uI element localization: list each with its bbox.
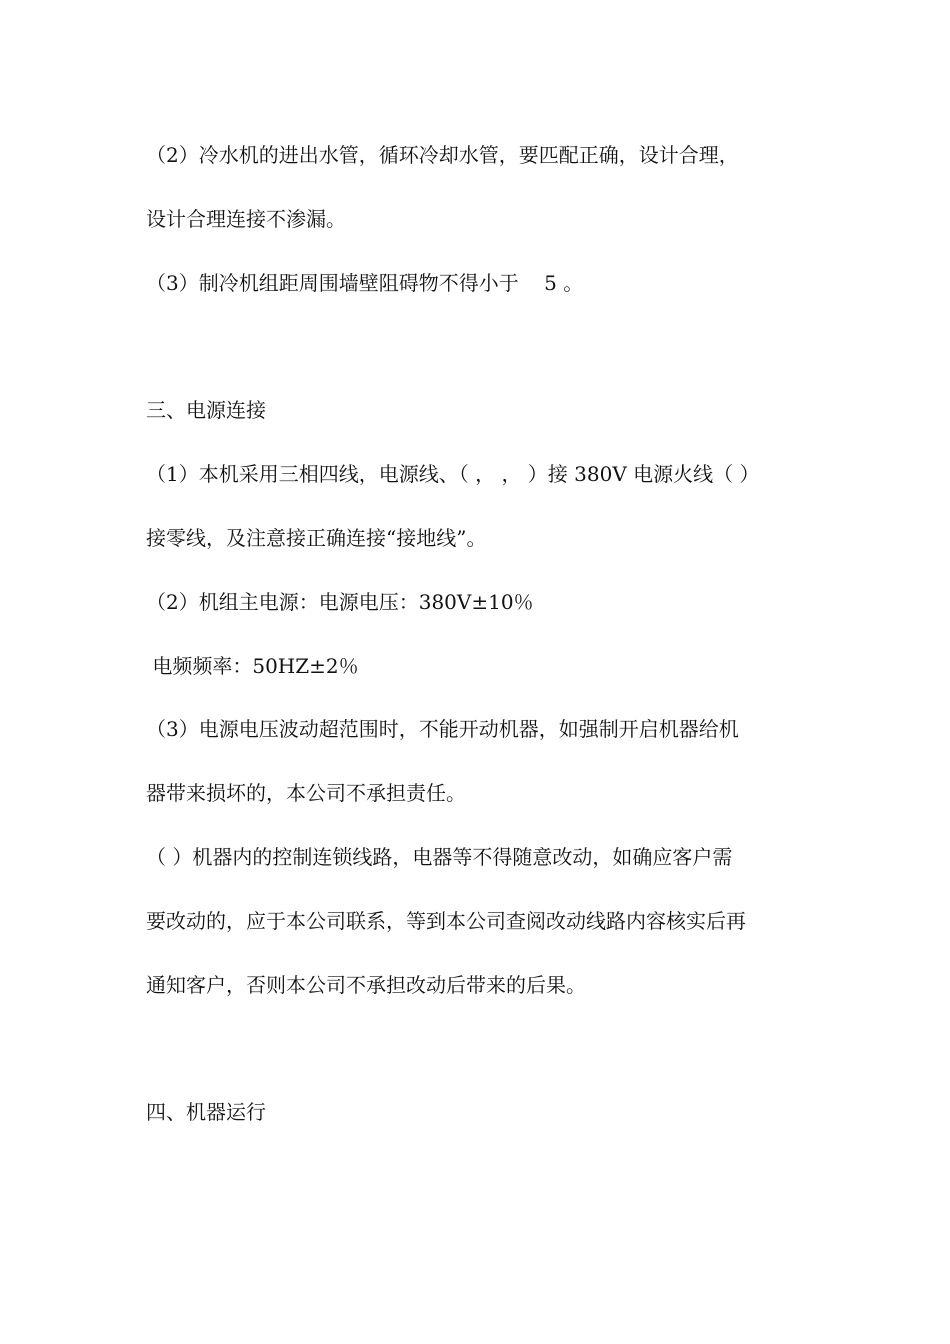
paragraph-line: 通知客户，否则本公司不承担改动后带来的后果。 [146,973,586,997]
section-heading: 四、机器运行 [146,1100,266,1124]
paragraph-line: （2）冷水机的进出水管，循环冷却水管，要匹配正确，设计合理， [146,143,739,167]
paragraph-line: （ ）机器内的控制连锁线路，电器等不得随意改动，如确应客户需 [146,845,733,869]
paragraph-line: 要改动的，应于本公司联系，等到本公司查阅改动线路内容核实后再 [146,909,746,933]
paragraph-line: （2）机组主电源：电源电压：380V±10％ [146,590,534,614]
paragraph-line: 电频频率：50HZ±2％ [146,654,359,678]
paragraph-line: （3）制冷机组距周围墙壁阻碍物不得小于 5 。 [146,271,584,295]
paragraph-line: （3）电源电压波动超范围时，不能开动机器，如强制开启机器给机 [146,717,739,741]
paragraph-line: 设计合理连接不渗漏。 [146,207,346,231]
paragraph-line: 接零线，及注意接正确连接“接地线”。 [146,526,487,550]
paragraph-line: 器带来损坏的，本公司不承担责任。 [146,781,466,805]
section-heading: 三、电源连接 [146,398,266,422]
paragraph-line: （1）本机采用三相四线，电源线、（ ， ， ）接 380V 电源火线（ ） [146,462,760,486]
